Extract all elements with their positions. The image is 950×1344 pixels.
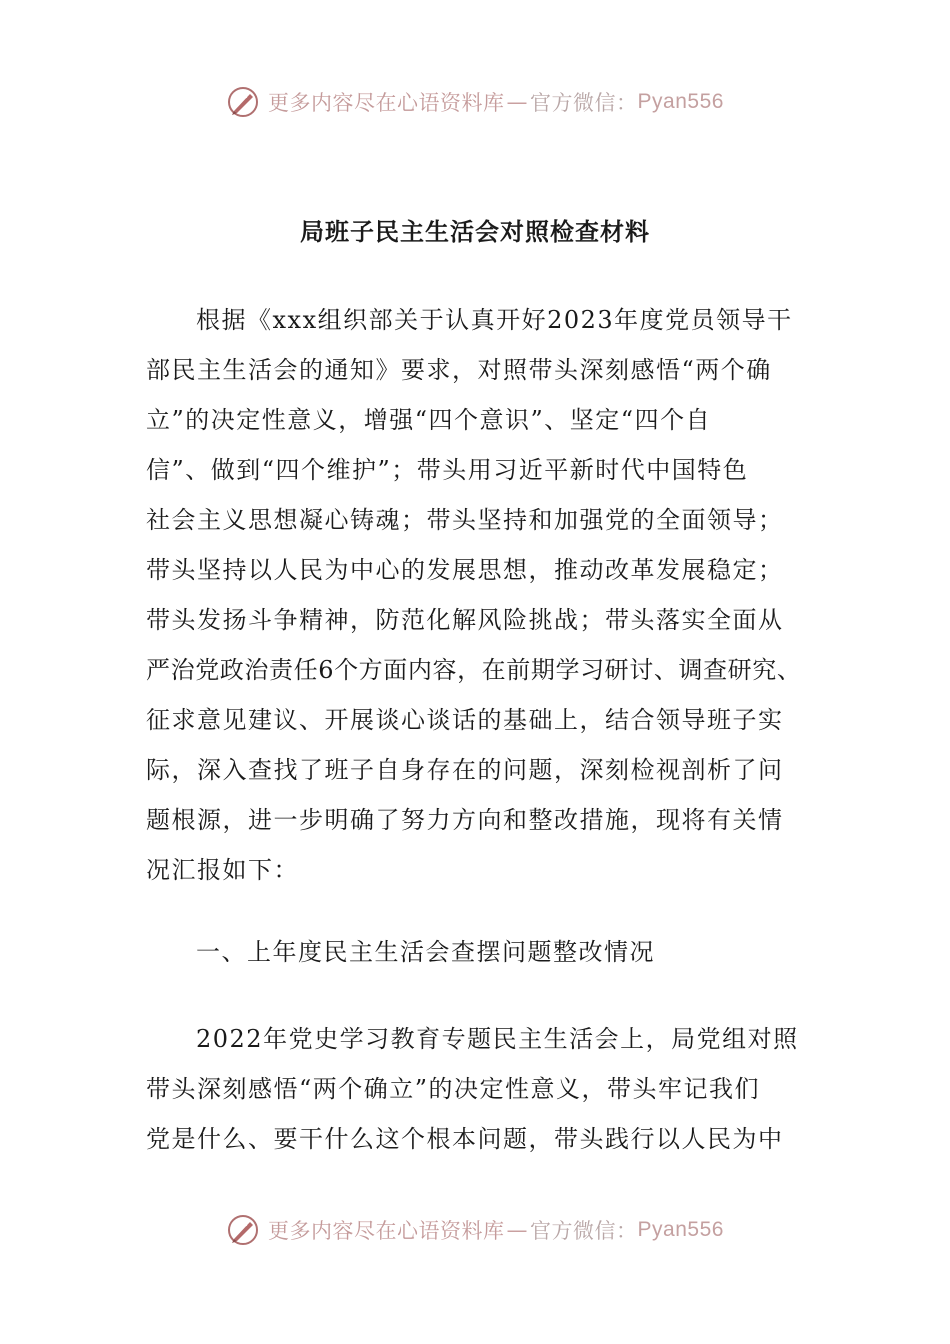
paragraph-line: 部民主生活会的通知》要求，对照带头深刻感悟“两个确	[146, 356, 772, 384]
watermark-header	[0, 82, 950, 122]
watermark-official: 官方微信：	[530, 91, 638, 115]
paragraph-line: 根据《xxx组织部关于认真开好2023年度党员领导干	[196, 306, 793, 334]
paragraph-line: 征求意见建议、开展谈心谈话的基础上，结合领导班子实	[146, 706, 784, 734]
paragraph-line: 立”的决定性意义，增强“四个意识”、坚定“四个自	[146, 406, 712, 434]
watermark-wechat-id: Pyan556	[637, 1218, 724, 1241]
section-heading: 一、上年度民主生活会查摆问题整改情况	[196, 938, 655, 966]
paragraph-line: 带头发扬斗争精神，防范化解风险挑战；带头落实全面从	[146, 606, 784, 634]
watermark-footer	[0, 1210, 950, 1250]
paragraph-line: 2022年党史学习教育专题民主生活会上，局党组对照	[196, 1025, 799, 1053]
paragraph-line: 社会主义思想凝心铸魂；带头坚持和加强党的全面领导；	[146, 506, 784, 534]
pen-logo-icon	[226, 1213, 260, 1247]
paragraph-line: 信”、做到“四个维护”；带头用习近平新时代中国特色	[146, 456, 749, 484]
paragraph-line: 带头深刻感悟“两个确立”的决定性意义，带头牢记我们	[146, 1075, 761, 1103]
pen-logo-icon	[226, 85, 260, 119]
paragraph-line: 严治党政治责任6个方面内容，在前期学习研讨、调查研究、	[146, 656, 802, 684]
watermark-brand: 更多内容尽在心语资料库	[268, 1219, 505, 1243]
watermark-dash: —	[506, 1218, 529, 1242]
document-title: 局班子民主生活会对照检查材料	[300, 217, 650, 246]
watermark-brand: 更多内容尽在心语资料库	[268, 91, 505, 115]
paragraph-line: 带头坚持以人民为中心的发展思想，推动改革发展稳定；	[146, 556, 784, 584]
paragraph-line: 党是什么、要干什么这个根本问题，带头践行以人民为中	[146, 1125, 784, 1153]
watermark-dash: —	[506, 90, 529, 114]
watermark-wechat-id: Pyan556	[637, 90, 724, 113]
watermark-official: 官方微信：	[530, 1219, 638, 1243]
paragraph-line: 际，深入查找了班子自身存在的问题，深刻检视剖析了问	[146, 756, 784, 784]
paragraph-line: 况汇报如下：	[146, 856, 299, 884]
paragraph-line: 题根源，进一步明确了努力方向和整改措施，现将有关情	[146, 806, 784, 834]
